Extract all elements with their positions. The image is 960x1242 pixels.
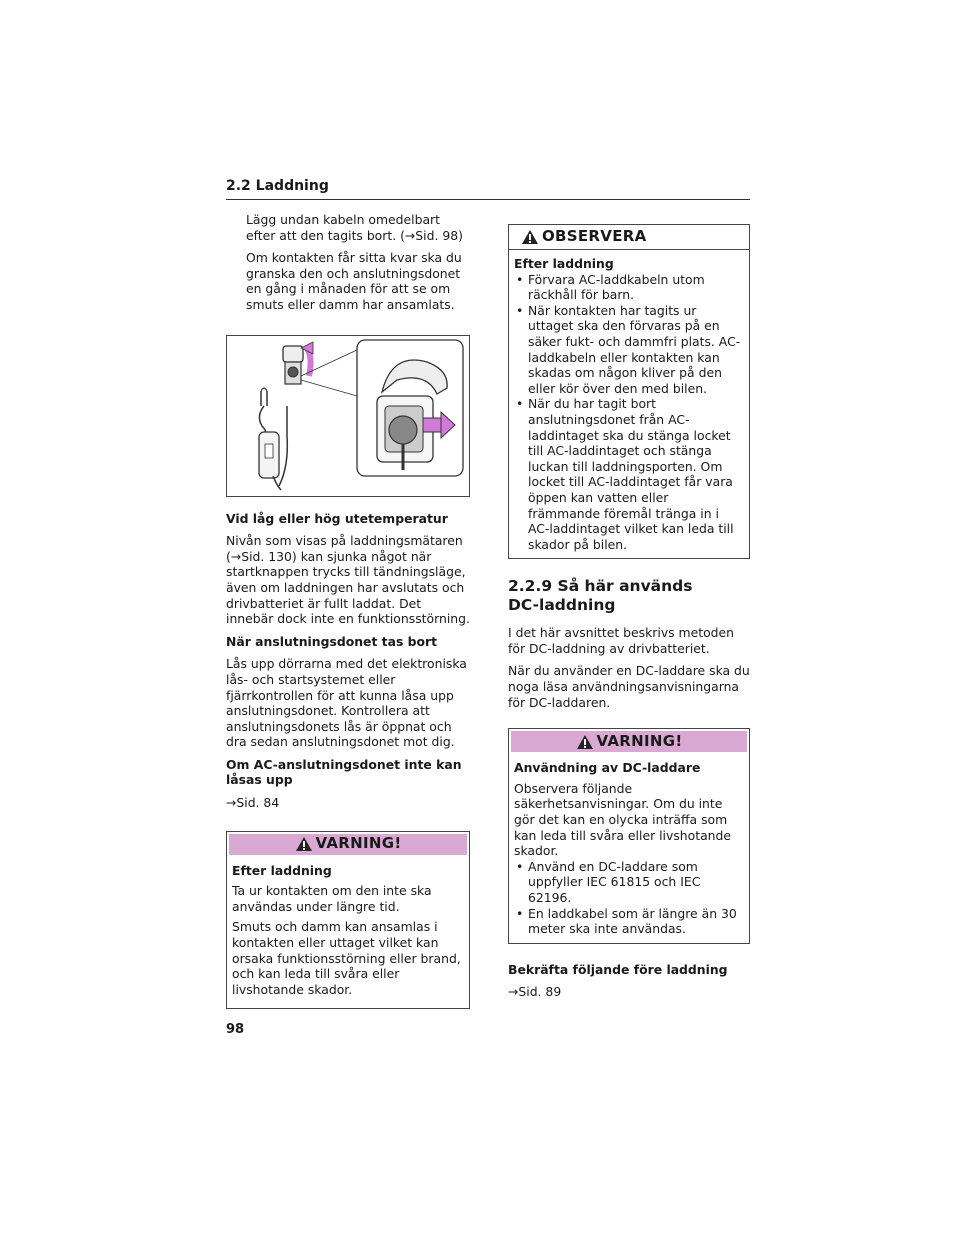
warning-box-after-charging	[226, 831, 470, 1010]
dc-section-heading	[508, 577, 750, 615]
warning-box-dc	[508, 728, 750, 944]
section-divider	[226, 199, 750, 200]
confirm-ref: →Sid. 89	[508, 984, 562, 1000]
notice-header	[509, 225, 749, 250]
dc-warning-bullet-1: • Använd en DC-laddare som uppfyller IEC 61815 och IEC 62196.	[514, 859, 743, 906]
caution-icon	[521, 229, 539, 245]
dc-warning-header	[511, 731, 747, 752]
unlock-title: Om AC-anslutningsdonet inte kan låsas upp	[226, 756, 462, 788]
low-temp-title: Vid låg eller hög utetemperatur	[226, 510, 448, 526]
charger-drawing	[227, 336, 469, 496]
notice-bullet-2: • När kontakten har tagits ur uttaget ska den förvaras på en säker fukt- och dammfri plats. AC-laddkabeln eller kontakten kan skadas om någon kliver på den eller kör över den med bilen.	[514, 303, 743, 397]
dc-warning-title: Användning av DC-laddare	[514, 760, 701, 776]
warning-paragraph-1: Ta ur kontakten om den inte ska användas under längre tid.	[232, 883, 432, 914]
notice-label: OBSERVERA	[542, 227, 647, 246]
notice-bullet-3: • När du har tagit bort anslutningsdonet från AC-laddintaget ska du stänga locket till AC-laddintaget och stänga luckan till laddningsporten. Om locket till AC-laddintaget får vara öppen kan vatten eller främmande föremål tränga in i AC-laddintaget vilket kan leda till skador på bilen.	[514, 396, 743, 552]
pull-arrow-shape	[423, 418, 441, 432]
intro-paragraph-2: Om kontakten får sitta kvar ska du granska den och anslutningsdonet en gång i månaden för att se om smuts eller damm har ansamlats.	[246, 250, 462, 312]
warning-icon	[576, 734, 594, 750]
intro-paragraph-1: Lägg undan kabeln omedelbart efter att den tagits bort. (→Sid. 98)	[246, 212, 463, 243]
low-temp-text: Nivån som visas på laddningsmätaren (→Sid. 130) kan sjunka något när startknappen trycks till tändningsläge, även om laddningen har avslutats och drivbatteriet är fullt laddat. Det innebär dock inte en funktionsstörning.	[226, 533, 470, 627]
notice-box	[508, 224, 750, 559]
confirm-title: Bekräfta följande före laddning	[508, 961, 728, 977]
warning-header	[229, 834, 467, 855]
left-column	[226, 212, 470, 1027]
dc-warning-bullet-2: • En laddkabel som är längre än 30 meter ska inte användas.	[514, 906, 743, 937]
dc-paragraph-2: När du använder en DC-laddare ska du noga läsa användningsanvisningarna för DC-laddaren.	[508, 663, 750, 710]
page-number: 98	[226, 1022, 245, 1037]
dc-warning-label: VARNING!	[596, 731, 683, 750]
dc-heading-line-1: 2.2.9 Så här används	[508, 577, 693, 596]
unlock-ref: →Sid. 84	[226, 795, 280, 811]
notice-bullet-1: • Förvara AC-laddkabeln utom räckhåll för barn.	[514, 272, 743, 303]
warning-body	[227, 857, 469, 1009]
dc-warning-body	[509, 754, 749, 943]
charger-illustration	[226, 335, 470, 497]
warning-label: VARNING!	[315, 834, 402, 853]
dc-heading-line-2: DC-laddning	[508, 596, 616, 615]
section-title: 2.2 Laddning	[226, 178, 329, 194]
dc-paragraph-1: I det här avsnittet beskrivs metoden för DC-laddning av drivbatteriet.	[508, 625, 735, 656]
notice-body	[509, 250, 749, 558]
removal-text: Lås upp dörrarna med det elektroniska lås- och startsystemet eller fjärrkontrollen för att kunna låsa upp anslutningsdonet. Kontrollera att anslutningsdonets lås är öppnat och dra sedan anslutningsdonet mot dig.	[226, 656, 467, 750]
warning-paragraph-2: Smuts och damm kan ansamlas i kontakten eller uttaget vilket kan orsaka funktionsstörning eller brand, och kan leda till svåra eller livshotande skador.	[232, 919, 461, 997]
warning-icon	[295, 836, 313, 852]
warning-title: Efter laddning	[232, 862, 332, 878]
right-column	[508, 224, 750, 1007]
removal-title: När anslutningsdonet tas bort	[226, 633, 438, 649]
notice-title: Efter laddning	[514, 256, 614, 271]
dc-warning-intro: Observera följande säkerhetsanvisningar. Om du inte gör det kan en olycka inträffa som kan leda till svåra eller livshotande skador.	[514, 780, 731, 859]
